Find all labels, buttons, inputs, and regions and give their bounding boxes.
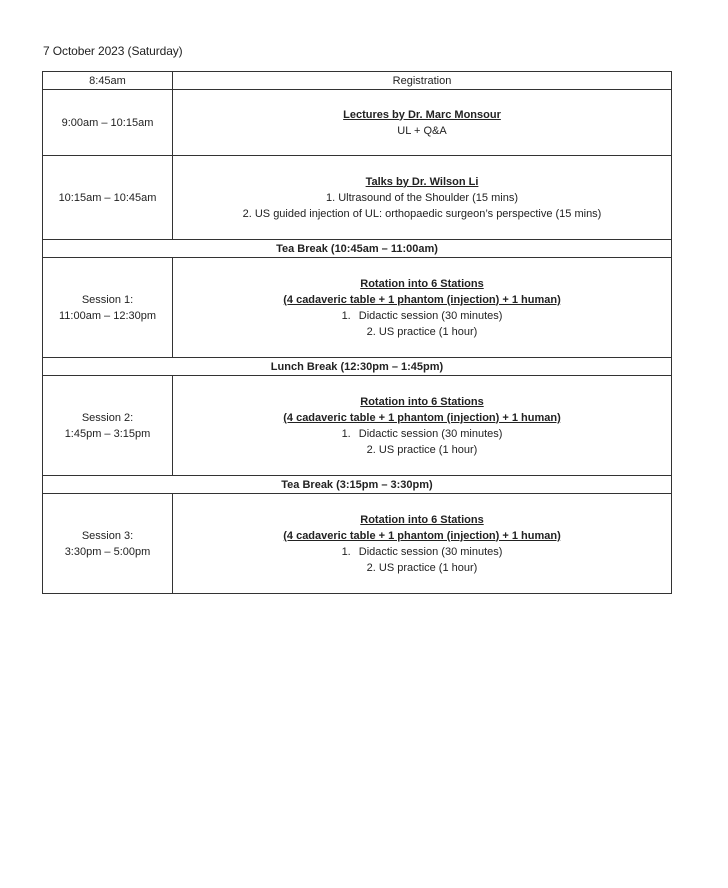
session-label: Session 1:	[81, 293, 134, 306]
schedule-table	[42, 71, 672, 594]
talk-item: 1. Ultrasound of the Shoulder (15 mins)	[326, 191, 518, 204]
session-item: 2. US practice (1 hour)	[366, 325, 478, 338]
session-time: 3:30pm – 5:00pm	[64, 545, 151, 558]
item-number: 1.	[341, 545, 351, 558]
session-time: 11:00am – 12:30pm	[58, 309, 157, 322]
time-cell: 10:15am – 10:45am	[43, 156, 173, 240]
session-subtitle: (4 cadaveric table + 1 phantom (injection) + 1 human)	[283, 411, 561, 424]
session-item	[177, 308, 667, 324]
table-row-talks	[43, 156, 672, 240]
time-cell: 8:45am	[43, 72, 173, 90]
session-title: Rotation into 6 Stations	[360, 277, 484, 290]
table-row-session-2	[43, 376, 672, 476]
table-row-tea-break	[43, 240, 672, 258]
break-cell: Tea Break (3:15pm – 3:30pm)	[43, 476, 672, 494]
item-number: 1.	[341, 309, 351, 322]
table-row-session-1	[43, 258, 672, 358]
activity-cell	[173, 90, 672, 156]
talk-title: Talks by Dr. Wilson Li	[365, 175, 479, 188]
session-item	[177, 544, 667, 560]
table-row-tea-break	[43, 476, 672, 494]
time-cell	[43, 376, 173, 476]
page-date-heading: 7 October 2023 (Saturday)	[43, 44, 183, 58]
time-cell	[43, 494, 173, 594]
time-cell	[43, 258, 173, 358]
session-item	[177, 426, 667, 442]
session-label: Session 3:	[81, 529, 134, 542]
activity-cell: Registration	[173, 72, 672, 90]
table-row-lunch-break	[43, 358, 672, 376]
table-row-lectures	[43, 90, 672, 156]
activity-cell	[173, 494, 672, 594]
lecture-title: Lectures by Dr. Marc Monsour	[343, 108, 501, 121]
item-text: Didactic session (30 minutes)	[358, 545, 503, 558]
session-time: 1:45pm – 3:15pm	[64, 427, 151, 440]
talk-item: 2. US guided injection of UL: orthopaedic surgeon’s perspective (15 mins)	[242, 207, 602, 220]
session-label: Session 2:	[81, 411, 134, 424]
item-text: Didactic session (30 minutes)	[358, 309, 503, 322]
activity-cell	[173, 156, 672, 240]
item-text: Didactic session (30 minutes)	[358, 427, 503, 440]
table-row-registration	[43, 72, 672, 90]
table-row-session-3	[43, 494, 672, 594]
session-subtitle: (4 cadaveric table + 1 phantom (injection) + 1 human)	[283, 529, 561, 542]
session-item: 2. US practice (1 hour)	[366, 443, 478, 456]
session-title: Rotation into 6 Stations	[360, 395, 484, 408]
lecture-detail: UL + Q&A	[397, 124, 447, 137]
activity-cell	[173, 258, 672, 358]
session-title: Rotation into 6 Stations	[360, 513, 484, 526]
activity-cell	[173, 376, 672, 476]
session-subtitle: (4 cadaveric table + 1 phantom (injection) + 1 human)	[283, 293, 561, 306]
session-item: 2. US practice (1 hour)	[366, 561, 478, 574]
break-cell: Tea Break (10:45am – 11:00am)	[43, 240, 672, 258]
item-number: 1.	[341, 427, 351, 440]
break-cell: Lunch Break (12:30pm – 1:45pm)	[43, 358, 672, 376]
time-cell: 9:00am – 10:15am	[43, 90, 173, 156]
